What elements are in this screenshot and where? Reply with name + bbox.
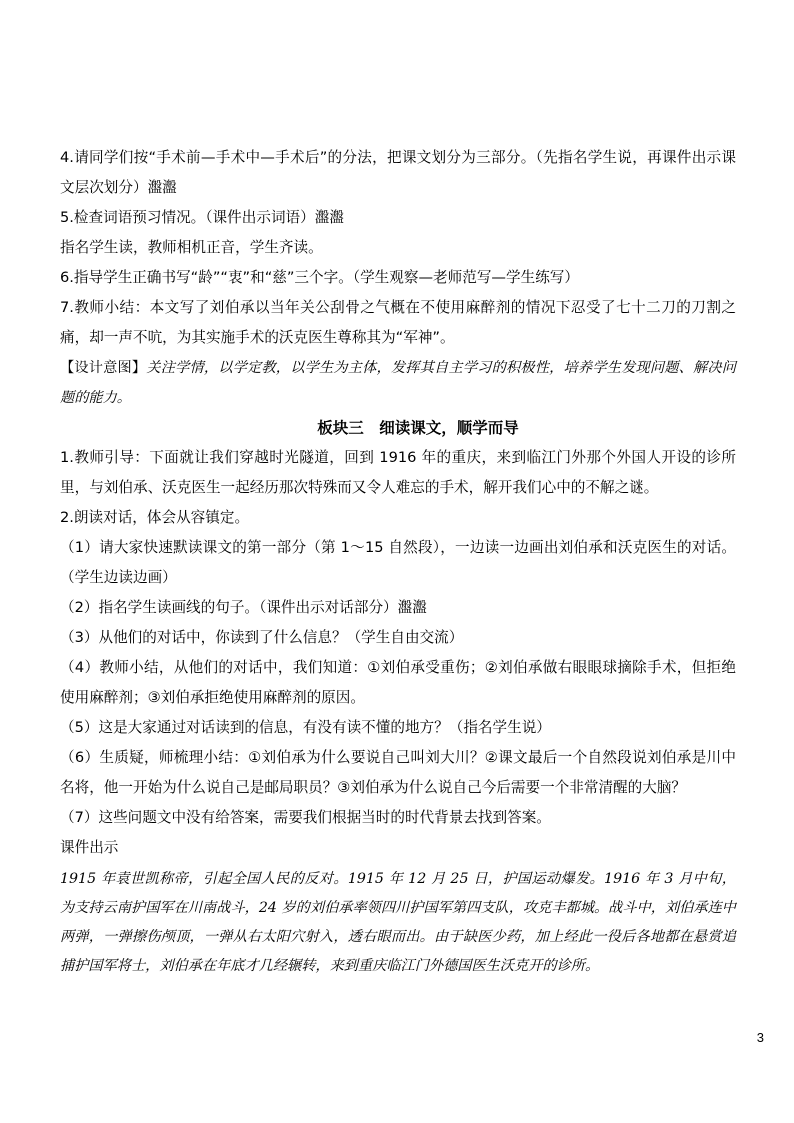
section-paragraph-2-2: （2）指名学生读画线的句子。（课件出示对话部分）瀊瀊 xyxy=(60,599,427,616)
paragraph-4: 4.请同学们按“手术前—手术中—手术后”的分法，把课文划分为三部分。（先指名学生说，再课件出示课文层次划分）瀊瀊 xyxy=(60,149,736,196)
section-paragraph-2-5: （5）这是大家通过对话读到的信息，有没有读不懂的地方？（指名学生说） xyxy=(60,719,551,736)
page-number: 3 xyxy=(756,1030,764,1045)
design-note xyxy=(60,353,736,413)
courseware-label: 课件出示 xyxy=(60,839,119,856)
design-note-tag: 【设计意图】 xyxy=(60,360,147,376)
paragraph-7: 7.教师小结：本文写了刘伯承以当年关公刮骨之气概在不使用麻醉剂的情况下忍受了七十二刀的刀割之痛，却一声不吭，为其实施手术的沃克医生尊称其为“军神”。 xyxy=(60,299,736,346)
section-paragraph-2-1: （1）请大家快速默读课文的第一部分（第 1～15 自然段），一边读一边画出刘伯承和沃克医生的对话。（学生边读边画） xyxy=(60,539,736,586)
section-title: 板块三 细读课文，顺学而导 xyxy=(317,419,519,437)
courseware-quote: 1915 年袁世凯称帝，引起全国人民的反对。1915 年 12 月 25 日，护国运动爆发。1916 年 3 月中旬，为支持云南护国军在川南战斗，24 岁的刘伯承率领四川护国军第四支队，攻克丰都城。战斗中，刘伯承连中两弹，一弹擦伤颅顶，一弹从右太阳穴射入，透右眼而出。由于缺医少药，加上经此一役后各地都在悬赏追捕护国军将士，刘伯承在年底才几经辗转，来到重庆临江门外德国医生沃克开的诊所。 xyxy=(60,871,736,974)
page-content xyxy=(60,143,736,981)
paragraph-5b: 指名学生读，教师相机正音，学生齐读。 xyxy=(60,239,323,256)
paragraph-5: 5.检查词语预习情况。（课件出示词语）瀊瀊 xyxy=(60,209,344,226)
section-paragraph-1: 1.教师引导：下面就让我们穿越时光隧道，回到 1916 年的重庆，来到临江门外那个外国人开设的诊所里，与刘伯承、沃克医生一起经历那次特殊而又令人难忘的手术，解开我们心中的不解之谜。 xyxy=(60,449,736,496)
section-paragraph-2-7: （7）这些问题文中没有给答案，需要我们根据当时的时代背景去找到答案。 xyxy=(60,809,551,826)
design-note-text: 关注学情，以学定教，以学生为主体，发挥其自主学习的积极性，培养学生发现问题、解决问题的能力。 xyxy=(60,360,736,406)
paragraph-6: 6.指导学生正确书写“龄”“衷”和“慈”三个字。（学生观察—老师范写—学生练写） xyxy=(60,269,579,286)
section-paragraph-2-3: （3）从他们的对话中，你读到了什么信息？（学生自由交流） xyxy=(60,629,464,646)
section-paragraph-2-4: （4）教师小结，从他们的对话中，我们知道：①刘伯承受重伤；②刘伯承做右眼眼球摘除手术，但拒绝使用麻醉剂；③刘伯承拒绝使用麻醉剂的原因。 xyxy=(60,659,736,706)
section-paragraph-2: 2.朗读对话，体会从容镇定。 xyxy=(60,509,250,526)
section-paragraph-2-6: （6）生质疑，师梳理小结：①刘伯承为什么要说自己叫刘大川？②课文最后一个自然段说刘伯承是川中名将，他一开始为什么说自己是邮局职员？③刘伯承为什么说自己今后需要一个非常清醒的大脑？ xyxy=(60,749,736,796)
